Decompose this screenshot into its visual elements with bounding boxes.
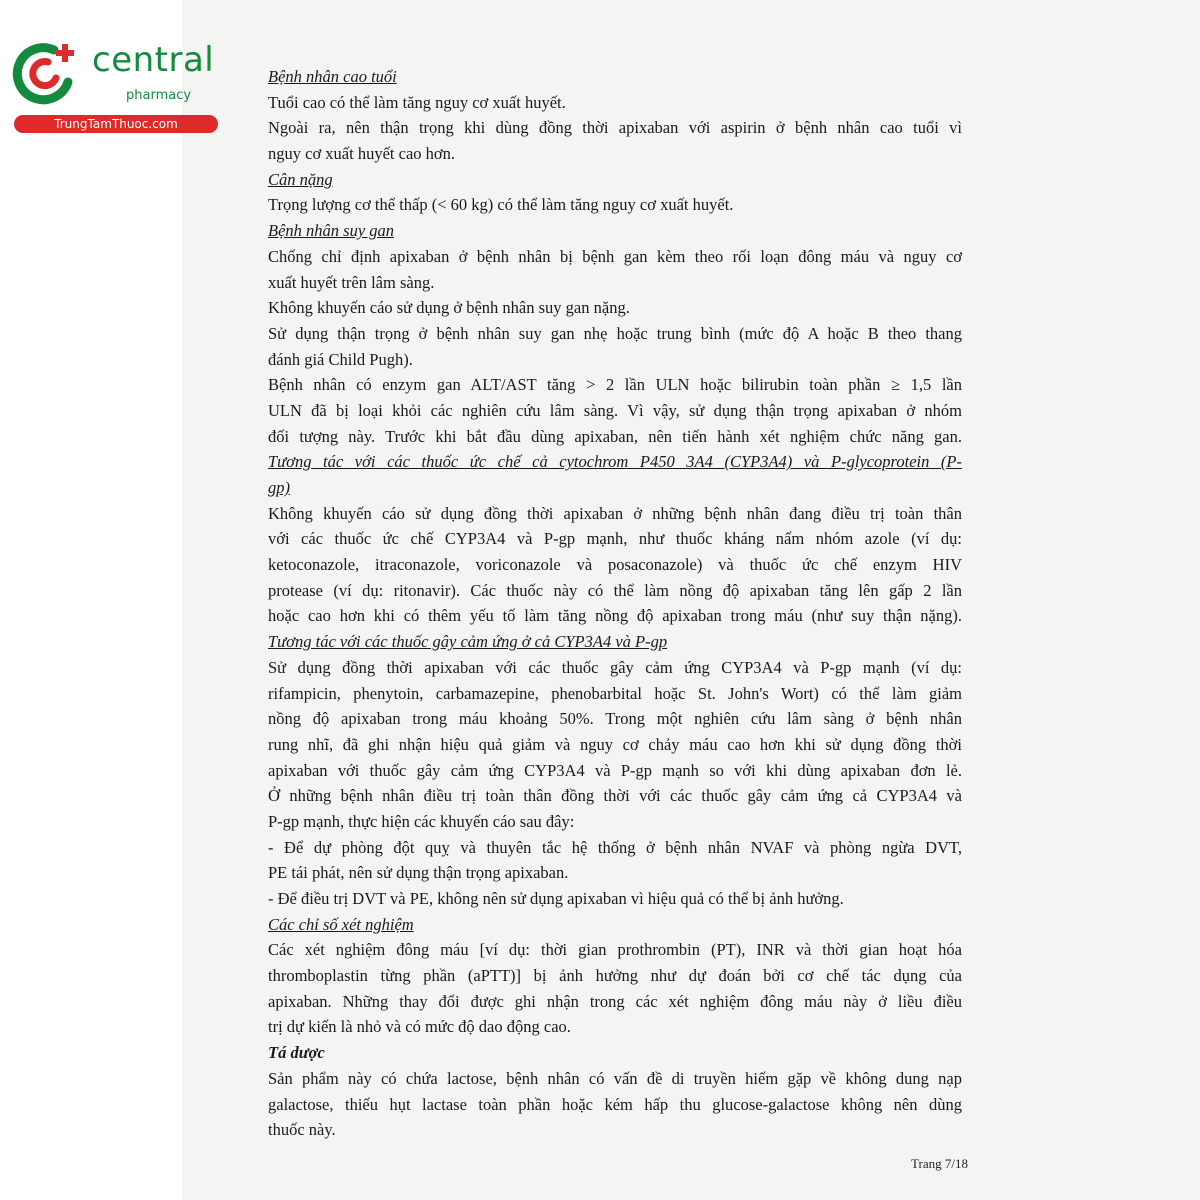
text-line: nguy cơ xuất huyết cao hơn.	[268, 144, 455, 164]
section-heading: Tương tác với các thuốc ức chế cả cytochrom P450 3A4 (CYP3A4) và P-glycoprotein (P-	[268, 452, 962, 472]
section-heading: Cân nặng	[268, 169, 333, 189]
text-line: hoặc cao hơn khi có thêm yếu tố làm tăng nồng độ apixaban trong máu (như suy thận nặng).	[268, 606, 962, 626]
brand-url[interactable]: TrungTamThuoc.com	[14, 115, 218, 133]
text-line: protease (ví dụ: ritonavir). Các thuốc này có thể làm nồng độ apixaban tăng lên gấp 2 lần	[268, 580, 962, 600]
text-line: rung nhĩ, đã ghi nhận hiệu quả giảm và nguy cơ chảy máu cao hơn khi sử dụng đồng thời	[268, 734, 962, 754]
document-body	[268, 64, 962, 1143]
text-line: Các xét nghiệm đông máu [ví dụ: thời gian prothrombin (PT), INR và thời gian hoạt hóa	[268, 940, 962, 960]
text-line: với các thuốc ức chế CYP3A4 và P-gp mạnh, như thuốc kháng nấm nhóm azole (ví dụ:	[268, 529, 962, 549]
brand-subtitle: pharmacy	[126, 88, 192, 103]
text-line: PE tái phát, nên sử dụng thận trọng apixaban.	[268, 863, 569, 883]
text-line: - Để dự phòng đột quỵ và thuyên tắc hệ thống ở bệnh nhân NVAF và phòng ngừa DVT,	[268, 837, 962, 857]
text-line: Chống chỉ định apixaban ở bệnh nhân bị bệnh gan kèm theo rối loạn đông máu và nguy cơ	[268, 246, 962, 266]
text-line: Không khuyến cáo sử dụng đồng thời apixaban ở những bệnh nhân đang điều trị toàn thân	[268, 503, 962, 523]
text-line: - Để điều trị DVT và PE, không nên sử dụng apixaban vì hiệu quả có thể bị ảnh hưởng.	[268, 889, 844, 908]
text-line: P-gp mạnh, thực hiện các khuyến cáo sau đây:	[268, 811, 575, 831]
text-line: Ở những bệnh nhân điều trị toàn thân đồng thời với các thuốc gây cảm ứng cả CYP3A4 và	[268, 786, 962, 806]
text-line: apixaban. Những thay đổi được ghi nhận trong các xét nghiệm đông máu này ở liều điều	[268, 991, 962, 1011]
text-line: thromboplastin từng phần (aPTT)] bị ảnh hưởng như dự đoán bởi cơ chế tác dụng của	[268, 966, 962, 986]
text-line: Sử dụng đồng thời apixaban với các thuốc gây cảm ứng CYP3A4 và P-gp mạnh (ví dụ:	[268, 657, 962, 677]
text-line: xuất huyết trên lâm sàng.	[268, 272, 435, 292]
text-line: Trọng lượng cơ thể thấp (< 60 kg) có thể làm tăng nguy cơ xuất huyết.	[268, 195, 734, 215]
page-number: Trang 7/18	[911, 1156, 968, 1171]
section-heading: gp)	[268, 478, 290, 497]
text-line: galactose, thiếu hụt lactase toàn phần hoặc kém hấp thu glucose-galactose không nên dùng	[268, 1094, 962, 1114]
text-line: trị dự kiến là nhỏ và có mức độ dao động cao.	[268, 1017, 571, 1037]
brand-logo[interactable]	[10, 38, 215, 138]
section-heading: Tương tác với các thuốc gây cảm ứng ở cả CYP3A4 và P-gp	[268, 632, 668, 652]
text-line: Không khuyến cáo sử dụng ở bệnh nhân suy gan nặng.	[268, 298, 630, 318]
pharmacy-cross-icon	[10, 38, 80, 108]
text-line: Sản phẩm này có chứa lactose, bệnh nhân có vấn đề di truyền hiếm gặp về không dung nạp	[268, 1068, 962, 1088]
text-line: Ngoài ra, nên thận trọng khi dùng đồng thời apixaban với aspirin ở bệnh nhân cao tuổi vì	[268, 118, 962, 138]
section-heading: Bệnh nhân suy gan	[268, 221, 395, 241]
text-line: apixaban với thuốc gây cảm ứng CYP3A4 và P-gp mạnh so với khi dùng apixaban đơn lẻ.	[268, 760, 962, 780]
section-heading: Tá dược	[268, 1043, 325, 1063]
text-line: đánh giá Child Pugh).	[268, 349, 413, 369]
text-line: rifampicin, phenytoin, carbamazepine, phenobarbital hoặc St. John's Wort) có thể làm giảm	[268, 683, 962, 703]
text-line: ULN đã bị loại khỏi các nghiên cứu lâm sàng. Vì vậy, sử dụng thận trọng apixaban ở nhóm	[268, 400, 962, 420]
text-line: Tuổi cao có thể làm tăng nguy cơ xuất huyết.	[268, 92, 566, 112]
section-heading: Các chỉ số xét nghiệm	[268, 914, 414, 934]
brand-name: central	[92, 40, 215, 80]
section-heading: Bệnh nhân cao tuổi	[268, 67, 397, 86]
text-line: nồng độ apixaban trong máu khoảng 50%. Trong một nghiên cứu lâm sàng ở bệnh nhân	[268, 709, 962, 729]
text-line: đối tượng này. Trước khi bắt đầu dùng apixaban, nên tiến hành xét nghiệm chức năng gan.	[268, 426, 962, 446]
text-line: Bệnh nhân có enzym gan ALT/AST tăng > 2 lần ULN hoặc bilirubin toàn phần ≥ 1,5 lần	[268, 375, 962, 395]
text-line: Sử dụng thận trọng ở bệnh nhân suy gan nhẹ hoặc trung bình (mức độ A hoặc B theo thang	[268, 323, 962, 343]
text-line: thuốc này.	[268, 1120, 336, 1140]
text-line: ketoconazole, itraconazole, voriconazole và posaconazole) và thuốc ức chế enzym HIV	[268, 555, 962, 575]
